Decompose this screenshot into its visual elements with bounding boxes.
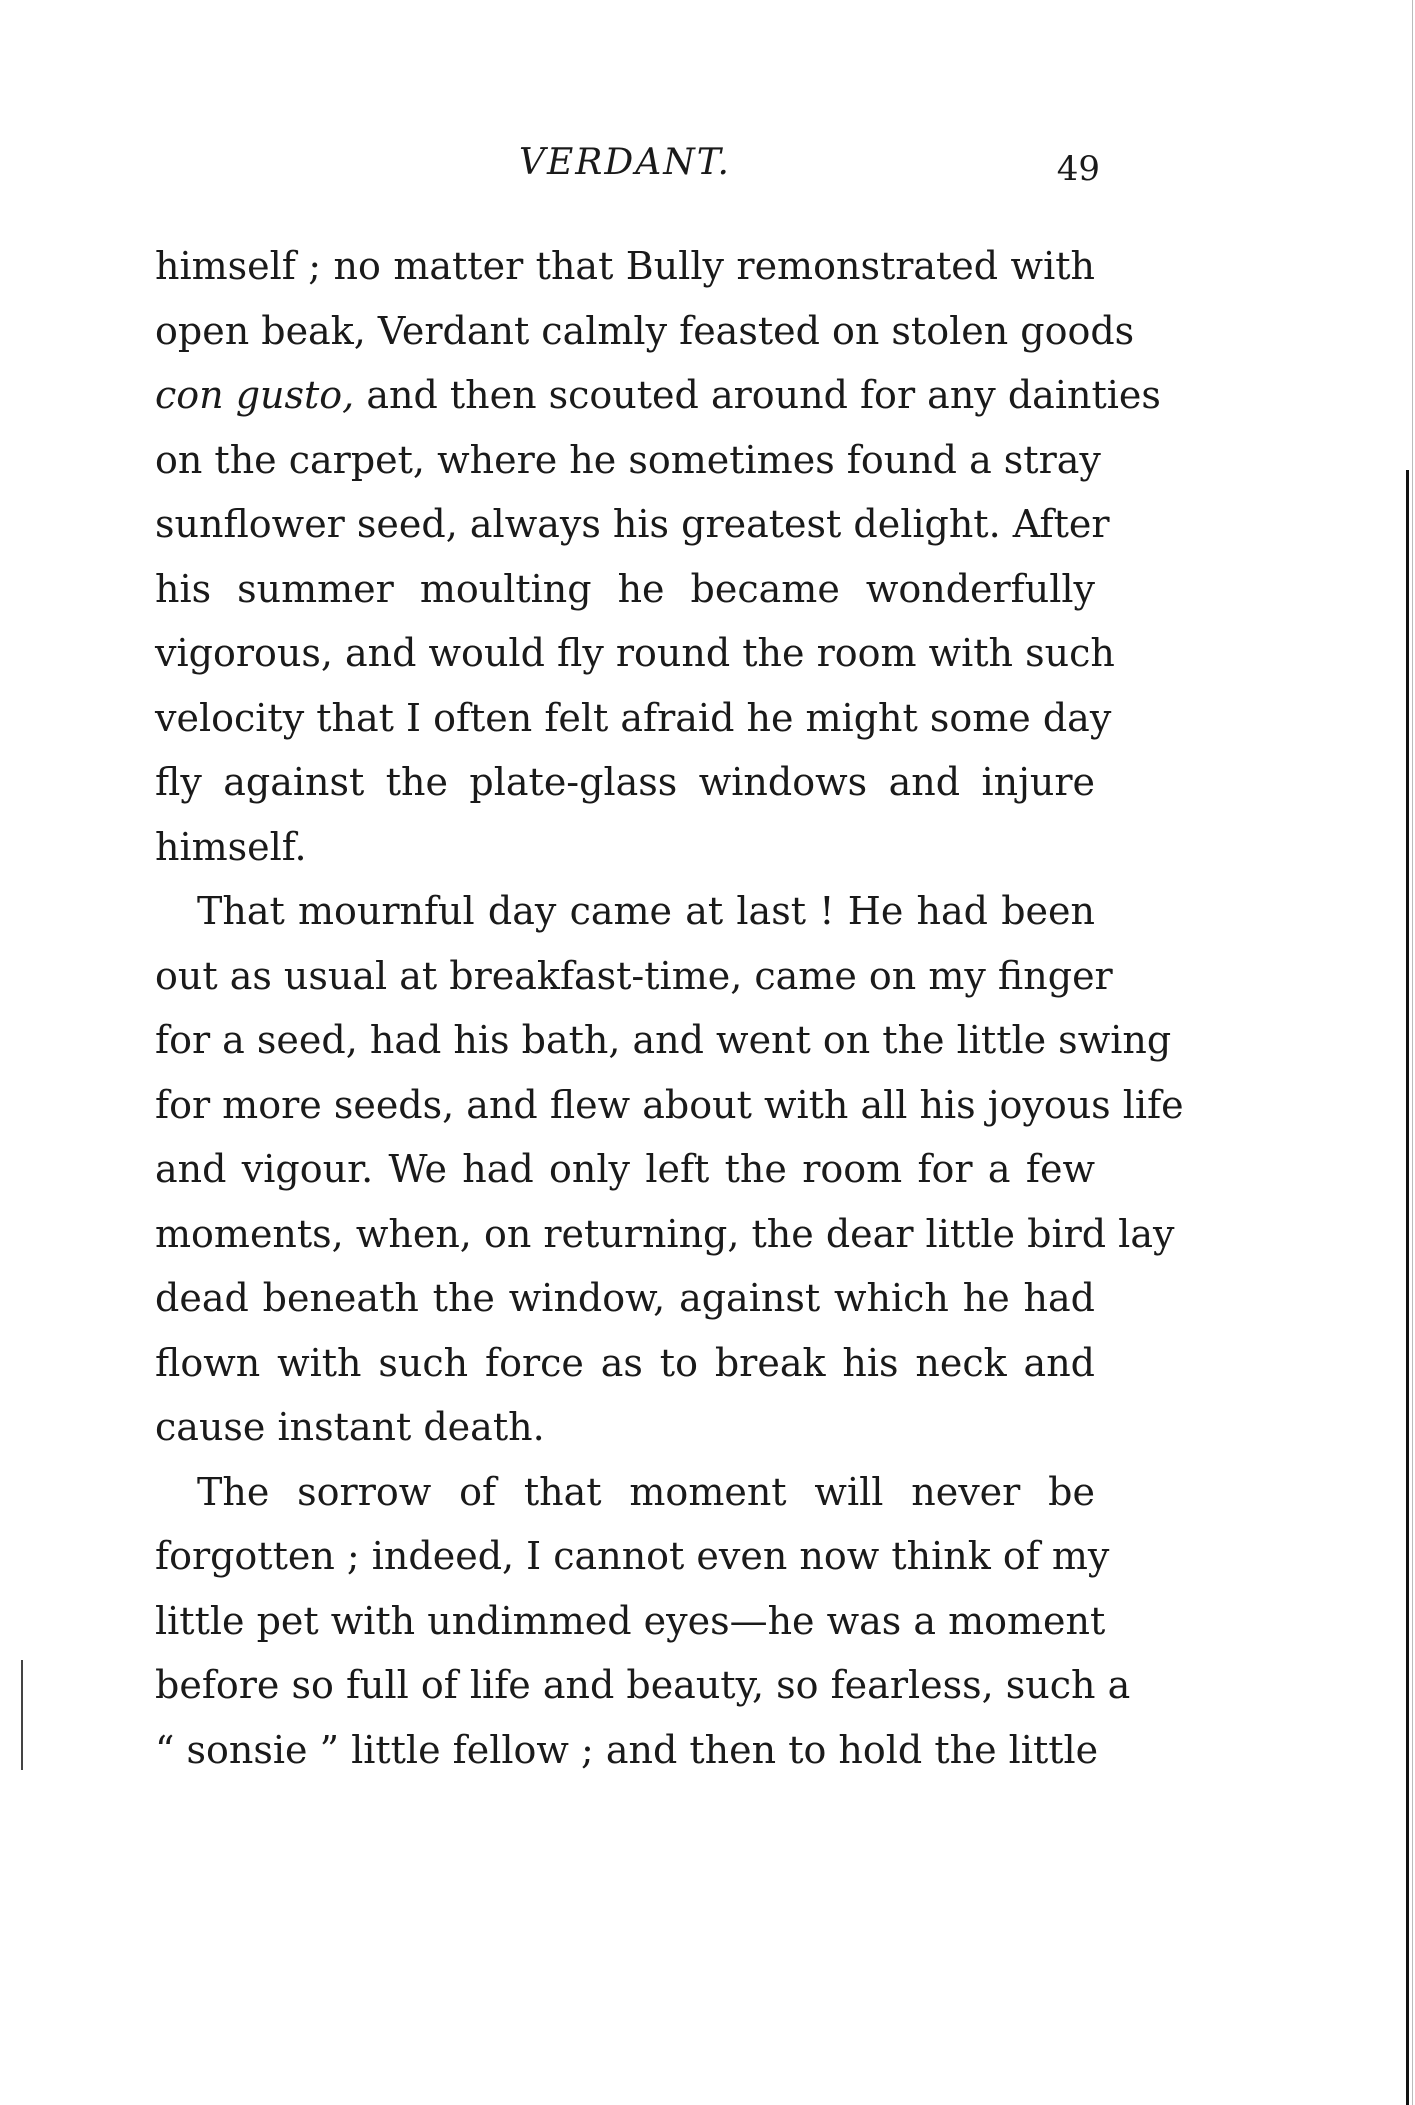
text-line: That mournful day came at last ! He had been xyxy=(197,889,1095,933)
text-line: The sorrow of that moment will never be xyxy=(197,1469,1095,1514)
text-line: “ sonsie ” little fellow ; and then to hold the little xyxy=(155,1727,1099,1772)
text-line: sunflower seed, always his greatest delight. After xyxy=(155,502,1110,546)
paragraph xyxy=(155,1460,1131,1783)
text-line: himself ; no matter that Bully remonstrated with xyxy=(155,244,1095,288)
text-line: before so full of life and beauty, so fearless, such a xyxy=(155,1663,1131,1707)
text-line: open beak, Verdant calmly feasted on stolen goods xyxy=(155,308,1135,353)
text-line: and vigour. We had only left the room for a few xyxy=(155,1147,1095,1191)
page-edge-line xyxy=(1406,470,1409,2105)
text-line: velocity that I often felt afraid he might some day xyxy=(155,695,1112,740)
text-line: vigorous, and would fly round the room with such xyxy=(155,631,1115,675)
page-edge-shadow xyxy=(1412,0,1413,2105)
body-text xyxy=(155,234,1184,1782)
text-line: fly against the plate-glass windows and injure xyxy=(155,760,1095,804)
text-line: flown with such force as to break his neck and xyxy=(155,1340,1095,1385)
text-line: dead beneath the window, against which he had xyxy=(155,1276,1095,1320)
text-line: forgotten ; indeed, I cannot even now think of my xyxy=(155,1534,1110,1578)
text-line: his summer moulting he became wonderfully xyxy=(155,566,1095,611)
running-title: VERDANT. xyxy=(519,142,731,183)
margin-mark xyxy=(21,1660,23,1770)
text-line: for a seed, had his bath, and went on the little swing xyxy=(155,1018,1172,1062)
paragraph xyxy=(155,879,1184,1460)
text-line: con gusto, and then scouted around for any dainties xyxy=(155,373,1161,417)
text-line: on the carpet, where he sometimes found a stray xyxy=(155,437,1101,482)
running-head xyxy=(155,138,1100,189)
text-line: out as usual at breakfast-time, came on my finger xyxy=(155,953,1113,998)
text-line: himself. xyxy=(155,824,307,869)
paragraph xyxy=(155,234,1161,879)
page-number: 49 xyxy=(1056,149,1100,189)
text-line: little pet with undimmed eyes—he was a moment xyxy=(155,1598,1106,1643)
text-line: cause instant death. xyxy=(155,1405,545,1449)
text-line: moments, when, on returning, the dear little bird lay xyxy=(155,1211,1175,1256)
text-line: for more seeds, and flew about with all his joyous life xyxy=(155,1082,1184,1127)
